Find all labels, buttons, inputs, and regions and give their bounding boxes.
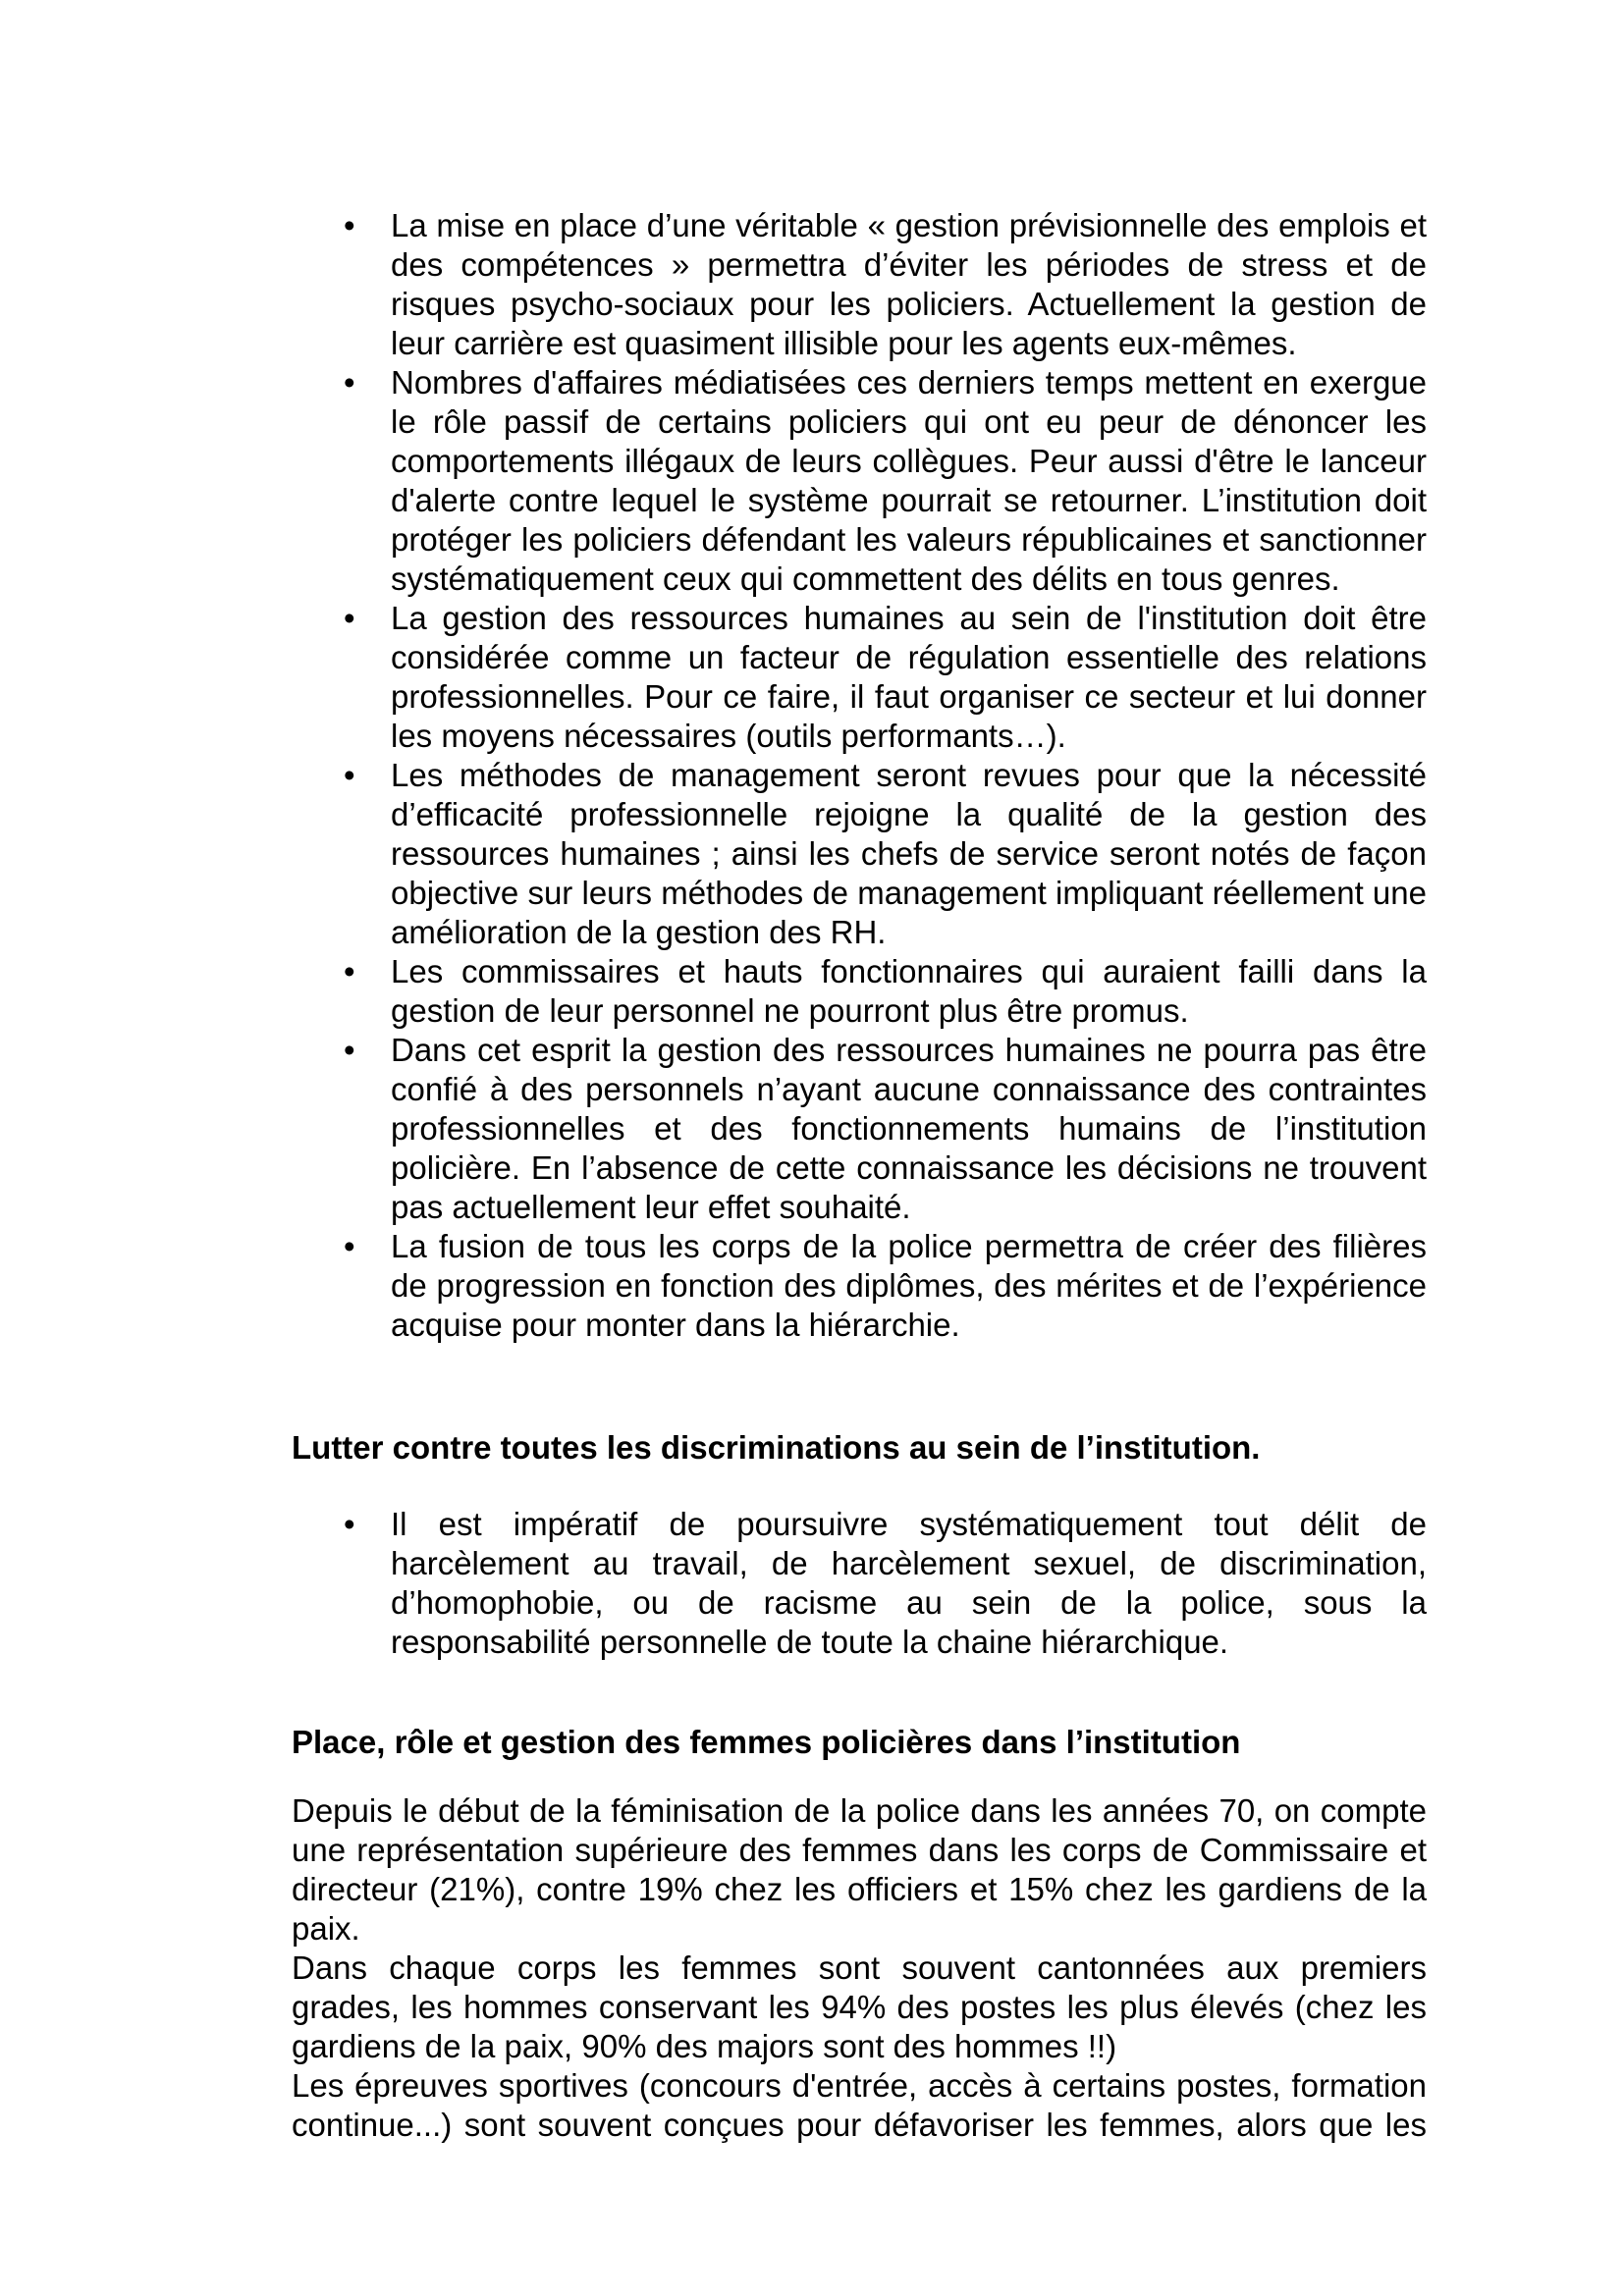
bullet-text: Les commissaires et hauts fonctionnaires qui auraient failli dans la gestion de leur personnel ne pourront plus être promus. [391,953,1427,1029]
paragraph-grades: Dans chaque corps les femmes sont souvent cantonnées aux premiers grades, les hommes conservant les 94% des postes les plus élevés (chez les gardiens de la paix, 90% des majors sont des hommes !!) [292,1949,1427,2064]
bullet-text: Nombres d'affaires médiatisées ces derniers temps mettent en exergue le rôle passif de certains policiers qui ont eu peur de dénoncer les comportements illégaux de leurs collègues. Peur aussi d'être le lanceur d'alerte contre lequel le système pourrait se retourner. L’institution doit protéger les policiers défendant les valeurs républicaines et sanctionner systématiquement ceux qui commettent des délits en tous genres. [391,364,1427,597]
bullet-item [344,1505,1427,1662]
bullet-icon: • [344,364,355,400]
bullet-text: La mise en place d’une véritable « gestion prévisionnelle des emplois et des compétences » permettra d’éviter les périodes de stress et de risques psycho-sociaux pour les policiers. Actuellement la gestion de leur carrière est quasiment illisible pour les agents eux-mêmes. [391,207,1427,361]
bullet-text: La fusion de tous les corps de la police permettra de créer des filières de progression en fonction des diplômes, des mérites et de l’expérience acquise pour monter dans la hiérarchie. [391,1228,1427,1343]
bullet-text: La gestion des ressources humaines au sein de l'institution doit être considérée comme un facteur de régulation essentielle des relations professionnelles. Pour ce faire, il faut organiser ce secteur et lui donner les moyens nécessaires (outils performants…). [391,600,1427,754]
bullet-item [344,599,1427,756]
bullet-text: Les méthodes de management seront revues pour que la nécessité d’efficacité professionnelle rejoigne la qualité de la gestion des ressources humaines ; ainsi les chefs de service seront notés de façon objective sur leurs méthodes de management impliquant réellement une amélioration de la gestion des RH. [391,757,1427,950]
bullet-item [344,1031,1427,1227]
paragraph-epreuves-sportives: Les épreuves sportives (concours d'entrée, accès à certains postes, formation continue...) sont souvent conçues pour défavoriser les femmes, alors que les [292,2067,1427,2143]
bullet-text: Il est impératif de poursuivre systématiquement tout délit de harcèlement au travail, de harcèlement sexuel, de discrimination, d’homophobie, ou de racisme au sein de la police, sous la responsabilité personnelle de toute la chaine hiérarchique. [391,1506,1427,1660]
bullet-item [344,756,1427,952]
bullet-icon: • [344,207,355,243]
bullet-icon: • [344,1032,355,1068]
bullet-item [344,206,1427,363]
bullet-icon: • [344,1506,355,1542]
bullet-text: Dans cet esprit la gestion des ressources humaines ne pourra pas être confié à des personnels n’ayant aucune connaissance des contraintes professionnelles et des fonctionnements humains de l’institution policière. En l’absence de cette connaissance les décisions ne trouvent pas actuellement leur effet souhaité. [391,1032,1427,1225]
bullet-item [344,952,1427,1031]
bullet-list-discriminations [292,1505,1427,1662]
bullet-item [344,1227,1427,1345]
heading-femmes: Place, rôle et gestion des femmes policières dans l’institution [292,1724,1241,1760]
bullet-icon: • [344,600,355,636]
bullet-icon: • [344,953,355,989]
paragraph-feminisation: Depuis le début de la féminisation de la police dans les années 70, on compte une représentation supérieure des femmes dans les corps de Commissaire et directeur (21%), contre 19% chez les officiers et 15% chez les gardiens de la paix. [292,1792,1427,1947]
bullet-list-rh [292,206,1427,1345]
bullet-item [344,363,1427,599]
heading-discriminations: Lutter contre toutes les discriminations au sein de l’institution. [292,1429,1261,1466]
bullet-icon: • [344,757,355,793]
bullet-icon: • [344,1228,355,1264]
